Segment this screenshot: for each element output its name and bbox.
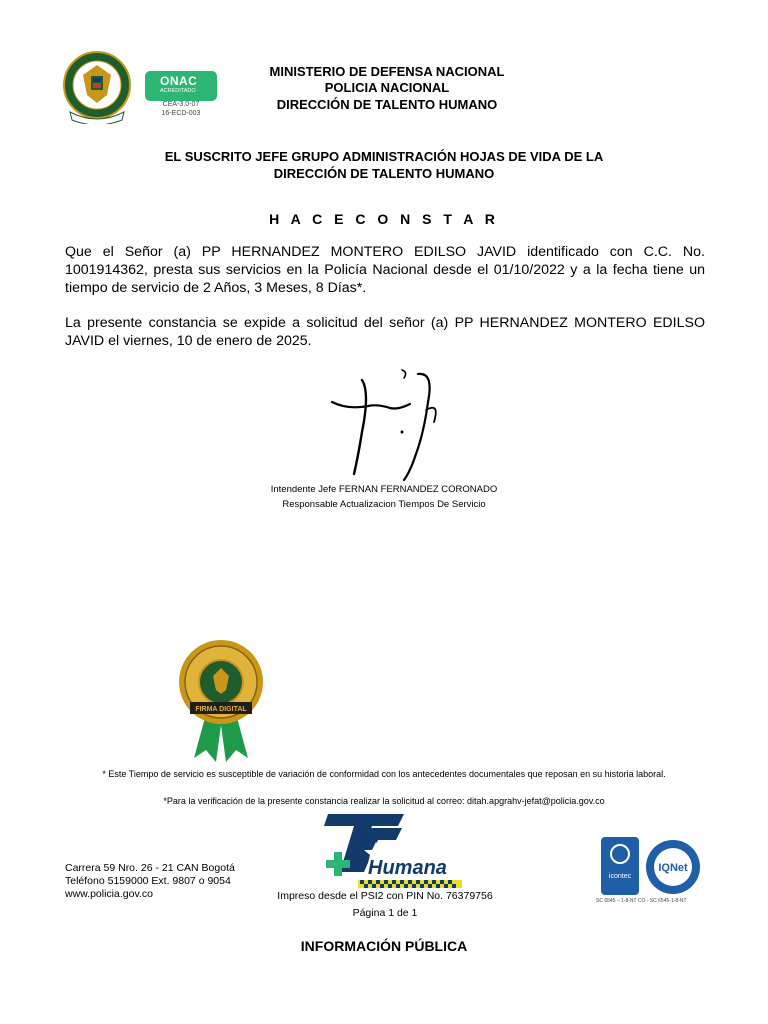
signer-name: Intendente Jefe FERNAN FERNANDEZ CORONADO	[270, 484, 498, 495]
footer-website: www.policia.gov.co	[65, 888, 153, 900]
humana-logo-text: Humana	[368, 857, 447, 879]
onac-code-1: CEA-3.0-07	[162, 101, 200, 108]
verification-note: *Para la verificación de la presente constancia realizar la solicitud al correo: ditah.apgrahv-jefat@policia.gov.co	[163, 796, 605, 806]
icontec-certification-logo	[600, 836, 640, 896]
footer-address: Carrera 59 Nro. 26 - 21 CAN Bogotá	[65, 862, 235, 874]
page-number: Página 1 de 1	[352, 907, 418, 919]
signer-role: Responsable Actualizacion Tiempos De Servicio	[282, 499, 486, 510]
body-paragraph-2: La presente constancia se expide a solicitud del señor (a) PP HERNANDEZ MONTERO EDILSO JAVID el viernes, 10 de enero de 2025.	[65, 315, 705, 349]
document-heading: H A C E C O N S T A R	[269, 211, 499, 227]
header-ministry: MINISTERIO DE DEFENSA NACIONAL	[269, 64, 505, 79]
onac-code-2: 16-ECD-003	[161, 110, 201, 117]
body-paragraph-1: Que el Señor (a) PP HERNANDEZ MONTERO EDILSO JAVID identificado con C.C. No. 1001914362, presta sus servicios en la Policía Nacional desde el 01/10/2022 y a la fecha tiene un tiempo de servicio de 2 Años, 3 Meses, 8 Días*.	[65, 244, 705, 296]
digital-seal-label: FIRMA DIGITAL	[195, 706, 247, 713]
talento-humana-logo	[318, 812, 466, 892]
police-seal-logo	[62, 50, 132, 124]
onac-subtitle: ACREDITADO	[160, 88, 196, 94]
certification-codes: SC 6545 – 1-8-NT CO - SC 6545-1-8-NT	[596, 898, 687, 904]
icontec-label: icontec	[608, 873, 632, 880]
subtitle-line-1: EL SUSCRITO JEFE GRUPO ADMINISTRACIÓN HOJAS DE VIDA DE LA	[164, 149, 604, 164]
footer-phone: Teléfono 5159000 Ext. 9807 o 9054	[65, 875, 231, 887]
printed-pin: Impreso desde el PSI2 con PIN No. 76379756	[277, 890, 493, 902]
onac-logo: ONAC	[160, 74, 198, 88]
handwritten-signature	[318, 362, 450, 484]
classification-label: INFORMACIÓN PÚBLICA	[300, 938, 468, 954]
service-time-note: * Este Tiempo de servicio es susceptible de variación de conformidad con los antecedentes documentales que reposan en su historia laboral.	[102, 769, 666, 779]
subtitle-line-2: DIRECCIÓN DE TALENTO HUMANO	[273, 166, 495, 181]
digital-signature-seal	[176, 638, 266, 764]
header-police: POLICIA NACIONAL	[324, 80, 450, 95]
iqnet-certification-logo	[645, 838, 701, 896]
iqnet-label: IQNet	[658, 862, 688, 874]
header-direction: DIRECCIÓN DE TALENTO HUMANO	[276, 97, 498, 112]
